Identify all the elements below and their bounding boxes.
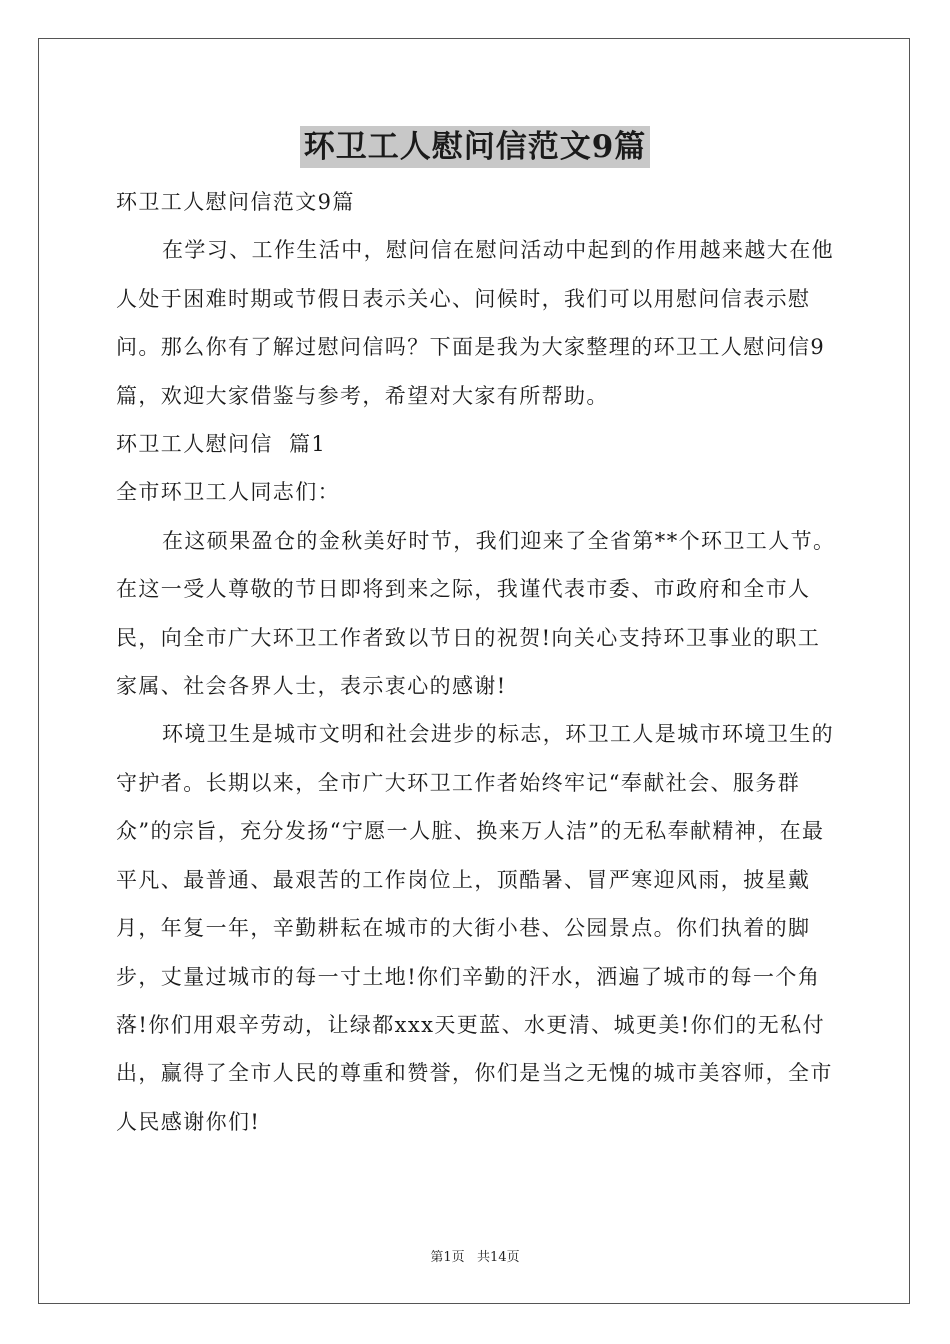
salutation: 全市环卫工人同志们： [116, 480, 340, 505]
body-paragraph: 环境卫生是城市文明和社会进步的标志，环卫工人是城市环境卫生的守护者。长期以来，全市广大环卫工作者始终牢记“奉献社会、服务群众”的宗旨，充分发扬“宁愿一人脏、换来万人洁”的无私奉献精神，在最平凡、最普通、最艰苦的工作岗位上，顶酷暑、冒严寒迎风雨，披星戴月，年复一年，辛勤耕耘在城市的大街小巷、公园景点。你们执着的脚步，丈量过城市的每一寸土地!你们辛勤的汗水，洒遍了城市的每一个角落!你们用艰辛劳动，让绿都xxx天更蓝、水更清、城更美!你们的无私付出，赢得了全市人民的尊重和赞誉，你们是当之无愧的城市美容师，全市人民感谢你们! [116, 722, 834, 1134]
intro-paragraph: 在学习、工作生活中，慰问信在慰问活动中起到的作用越来越大在他人处于困难时期或节假日表示关心、问候时，我们可以用慰问信表示慰问。那么你有了解过慰问信吗？下面是我为大家整理的环卫工人慰问信9篇，欢迎大家借鉴与参考，希望对大家有所帮助。 [116, 238, 834, 408]
body-paragraph: 在这硕果盈仓的金秋美好时节，我们迎来了全省第**个环卫工人节。在这一受人尊敬的节日即将到来之际，我谨代表市委、市政府和全市人民，向全市广大环卫工作者致以节日的祝贺!向关心支持环卫事业的职工家属、社会各界人士，表示衷心的感谢! [116, 528, 836, 699]
section-heading: 环卫工人慰问信 篇1 [116, 432, 327, 457]
document-title: 环卫工人慰问信范文9篇 [300, 126, 651, 168]
page-number: 第1页 共14页 [430, 1250, 520, 1265]
title-container [0, 126, 950, 168]
document-body [116, 178, 836, 1146]
document-subtitle: 环卫工人慰问信范文9篇 [116, 190, 355, 214]
page-footer [0, 1246, 950, 1265]
